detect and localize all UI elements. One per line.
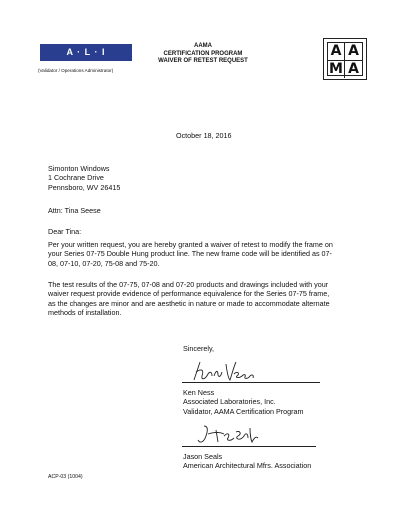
signature-jason-seals: [194, 422, 278, 446]
paragraph-line: 08, 07-10, 07-20, 75-08 and 75-20.: [48, 258, 160, 268]
paragraph-1: [48, 240, 368, 268]
signer-line: Ken Ness: [183, 388, 215, 397]
title-line-program: CERTIFICATION PROGRAM: [163, 50, 243, 57]
paragraph-line: The test results of the 07-75, 07-08 and 07-20 products and drawings included with your: [48, 280, 329, 289]
title-line-waiver: WAIVER OF RETEST REQUEST: [158, 58, 248, 64]
aama-logo-letter: A: [348, 61, 359, 77]
signer-line: Associated Laboratories, Inc.: [183, 397, 276, 407]
signer-line: Validator, AAMA Certification Program: [183, 406, 304, 416]
paragraph-line: methods of installation.: [48, 308, 122, 318]
signature-ken-ness: [190, 358, 260, 384]
address-line: 1 Cochrane Drive: [48, 173, 104, 183]
salutation: Dear Tina:: [48, 227, 82, 236]
paragraph-line: waiver request provide evidence of performance equivalence for the Series 07-75 frame,: [48, 289, 330, 299]
ali-subtitle: (Validator / Operations Administrator): [38, 68, 114, 73]
paragraph-line: your Series 07-75 Double Hung product line. The new frame code will be identified as 07-: [48, 249, 332, 259]
address-line: Pennsboro, WV 26415: [48, 182, 121, 192]
address-line: Simonton Windows: [48, 164, 110, 173]
aama-logo-letter: M: [328, 61, 345, 78]
signer-ken-ness: [183, 388, 304, 416]
closing: Sincerely,: [183, 344, 215, 353]
signer-jason-seals: [183, 452, 311, 471]
signature-line: [182, 382, 320, 383]
signature-line: [182, 446, 316, 447]
attention-line: Attn: Tina Seese: [48, 206, 101, 215]
aama-logo: [323, 38, 367, 80]
aama-logo-letter: A: [345, 43, 362, 61]
paragraph-line: as the changes are minor and are aesthetic in nature or made to accommodate alternate: [48, 298, 330, 308]
ali-logo: A · L · I: [40, 44, 132, 61]
letter-date: October 18, 2016: [176, 131, 232, 140]
signer-line: Jason Seals: [183, 452, 223, 461]
aama-logo-letter: A: [328, 43, 345, 61]
paragraph-2: [48, 280, 368, 318]
recipient-address: [48, 164, 120, 192]
form-code: ACP-03 (1004): [48, 474, 83, 480]
title-line-aama: AAMA: [194, 43, 212, 49]
signer-line: American Architectural Mfrs. Association: [183, 461, 312, 471]
program-title: [148, 43, 258, 66]
paragraph-line: Per your written request, you are hereby granted a waiver of retest to modify the frame on: [48, 240, 333, 249]
